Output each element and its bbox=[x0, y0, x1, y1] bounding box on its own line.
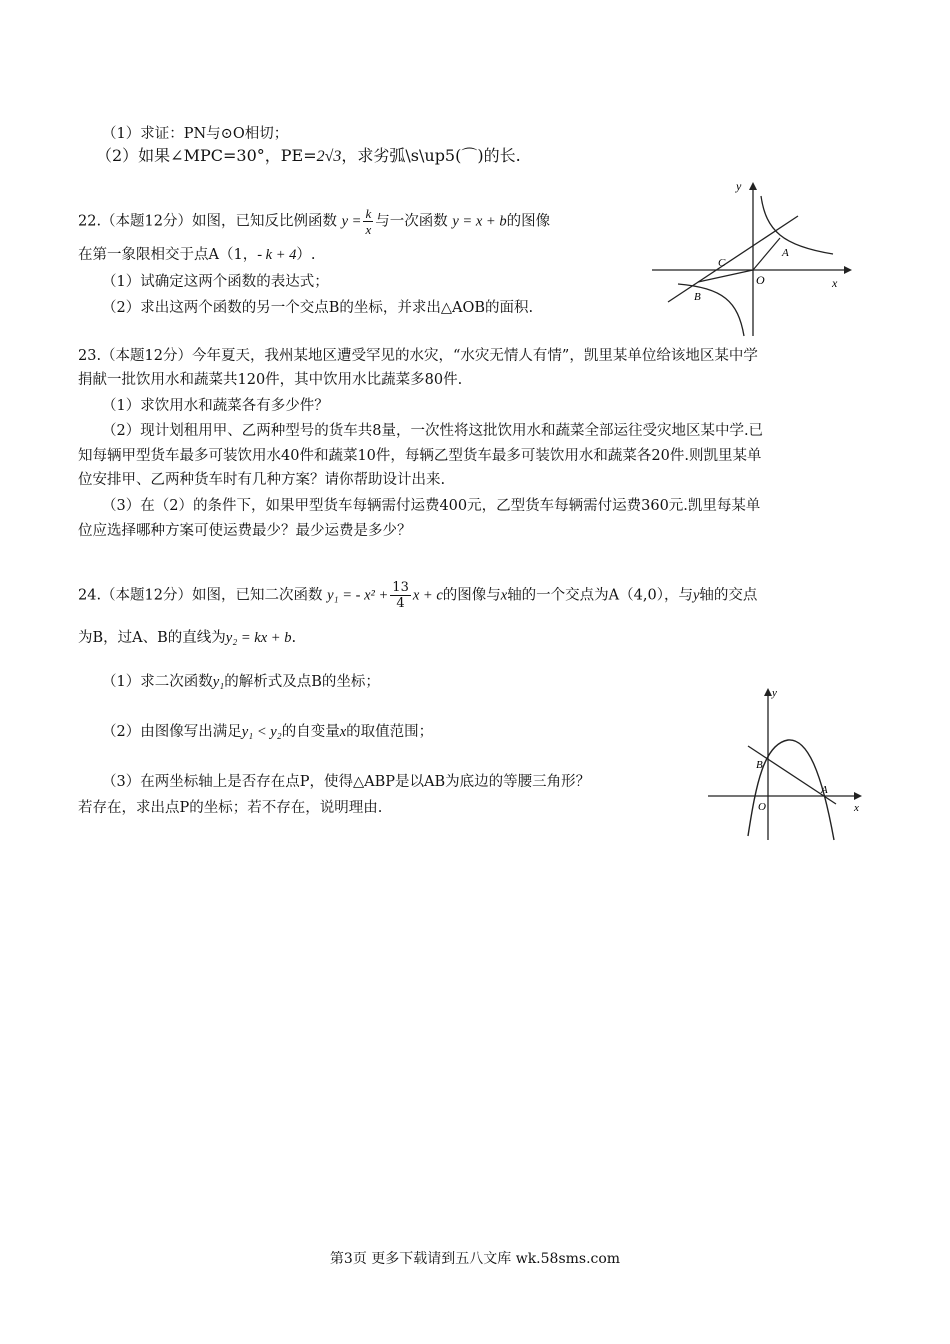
q24-y-arrow bbox=[764, 688, 772, 696]
q22-label-x: x bbox=[832, 276, 838, 290]
q24-part2-b: 的自变量 bbox=[281, 724, 340, 740]
q22-f1-lhs: y = bbox=[341, 213, 362, 230]
q24-part1-a: （1）求二次函数 bbox=[102, 674, 213, 690]
q22-label-O: O bbox=[756, 273, 765, 287]
q24-part1-math: y₁ bbox=[212, 674, 225, 690]
q23-line2: 捐献一批饮用水和蔬菜共120件，其中饮用水比蔬菜多80件. bbox=[78, 372, 463, 388]
q22-x-arrow bbox=[844, 266, 852, 274]
q24-part3-line2: 若存在，求出点P的坐标；若不存在，说明理由. bbox=[78, 800, 383, 816]
q24-tail: 轴的交点 bbox=[699, 587, 758, 604]
q24-part1 bbox=[102, 672, 380, 692]
q24-line2-b: . bbox=[291, 630, 297, 646]
q24-x-var: x bbox=[500, 587, 508, 604]
q24-f1-b: x + c bbox=[412, 587, 443, 604]
q24-f1-frac bbox=[390, 580, 411, 611]
q24-part1-b: 的解析式及点B的坐标； bbox=[224, 674, 380, 690]
q24-mid2: 轴的一个交点为A（4,0），与 bbox=[507, 587, 693, 604]
q23-part3-line2: 位应选择哪种方案可使运费最少？最少运费是多少？ bbox=[78, 523, 412, 539]
q24-label-O: O bbox=[758, 801, 766, 813]
q22-label-y: y bbox=[736, 179, 742, 193]
q24-f1-den: 4 bbox=[396, 596, 405, 611]
q22-y-arrow bbox=[749, 182, 757, 190]
q22-line2-math: - k + 4 bbox=[257, 247, 297, 263]
q22-head-text: 22.（本题12分）如图，已知反比例函数 bbox=[78, 213, 338, 230]
q22-tail: 的图像 bbox=[506, 213, 551, 230]
q24-head bbox=[78, 580, 757, 611]
q24-part3-line1: （3）在两坐标轴上是否存在点P，使得△ABP是以AB为底边的等腰三角形？ bbox=[102, 774, 591, 790]
q22-label-A: A bbox=[782, 247, 789, 259]
q24-line2 bbox=[78, 628, 296, 648]
q22-head bbox=[78, 206, 550, 237]
q23-line1: 23.（本题12分）今年夏天，我州某地区遭受罕见的水灾，“水灾无情人有情”，凯里某单位给该地区某中学 bbox=[78, 348, 758, 364]
q23-part1: （1）求饮用水和蔬菜各有多少件？ bbox=[102, 398, 329, 414]
q24-head-text: 24.（本题12分）如图，已知二次函数 bbox=[78, 587, 323, 604]
q22-label-C: C bbox=[718, 257, 726, 269]
q21-part1: （1）求证：PN与⊙O相切； bbox=[102, 126, 289, 142]
q24-figure bbox=[704, 684, 872, 842]
q22-label-B: B bbox=[694, 291, 701, 303]
q22-hyperbola-q1 bbox=[761, 196, 833, 254]
q22-line2 bbox=[78, 245, 316, 265]
q24-f1-num: 13 bbox=[392, 580, 409, 595]
q21-part2 bbox=[96, 146, 521, 167]
q21-part2-math: 2√3 bbox=[316, 148, 342, 165]
q24-mid: 的图像与 bbox=[442, 587, 501, 604]
page-footer: 第3页 更多下载请到五八文库 wk.58sms.com bbox=[329, 1251, 621, 1267]
q23-part2-line2: 知每辆甲型货车最多可装饮用水40件和蔬菜10件，每辆乙型货车最多可装饮用水和蔬菜各20件.则凯里某单 bbox=[78, 448, 762, 464]
q22-f1-num: k bbox=[365, 206, 372, 221]
q22-hyperbola-q3 bbox=[678, 284, 744, 336]
q24-part2-a: （2）由图像写出满足 bbox=[102, 724, 242, 740]
q23-part2-line1: （2）现计划租用甲、乙两种型号的货车共8量，一次性将这批饮用水和蔬菜全部运往受灾地区某中学.已 bbox=[102, 423, 764, 439]
q22-line2-a: 在第一象限相交于点A（1， bbox=[78, 247, 258, 263]
q22-line2-b: ）. bbox=[296, 247, 316, 263]
q24-line2-a: 为B，过A、B的直线为 bbox=[78, 630, 226, 646]
q22-part1: （1）试确定这两个函数的表达式； bbox=[102, 274, 329, 290]
q24-label-A: A bbox=[821, 784, 828, 796]
q24-line2-math: y₂ = kx + b bbox=[225, 630, 292, 646]
q22-linear-graph bbox=[668, 216, 798, 302]
q22-f2: y = x + b bbox=[452, 213, 507, 230]
q24-x-arrow bbox=[854, 792, 862, 800]
q22-part2: （2）求出这两个函数的另一个交点B的坐标，并求出△AOB的面积. bbox=[102, 300, 534, 316]
q22-f1-den: x bbox=[365, 222, 372, 237]
q23-part2-line3: 位安排甲、乙两种货车时有几种方案？请你帮助设计出来. bbox=[78, 472, 446, 488]
q24-part2 bbox=[102, 722, 433, 742]
q24-y-var: y bbox=[692, 587, 700, 604]
q24-part2-var: x bbox=[339, 724, 347, 740]
q22-figure bbox=[648, 176, 858, 341]
q24-part2-c: 的取值范围； bbox=[346, 724, 434, 740]
q21-part2-text-a: （2）如果∠MPC=30°，PE= bbox=[96, 146, 317, 165]
q24-label-B: B bbox=[756, 759, 763, 771]
q22-mid: 与一次函数 bbox=[375, 213, 448, 230]
q24-label-y: y bbox=[772, 687, 777, 699]
q24-label-x: x bbox=[854, 802, 859, 814]
q24-part2-math: y₁ < y₂ bbox=[241, 724, 282, 740]
q21-part2-text-b: ，求劣弧\s\up5(⌒)的长. bbox=[341, 146, 521, 165]
q22-f1-frac bbox=[363, 206, 373, 237]
q24-f1-a: y₁ = - x² + bbox=[327, 587, 389, 604]
q23-part3-line1: （3）在（2）的条件下，如果甲型货车每辆需付运费400元，乙型货车每辆需付运费360元.凯里每某单 bbox=[102, 498, 761, 514]
